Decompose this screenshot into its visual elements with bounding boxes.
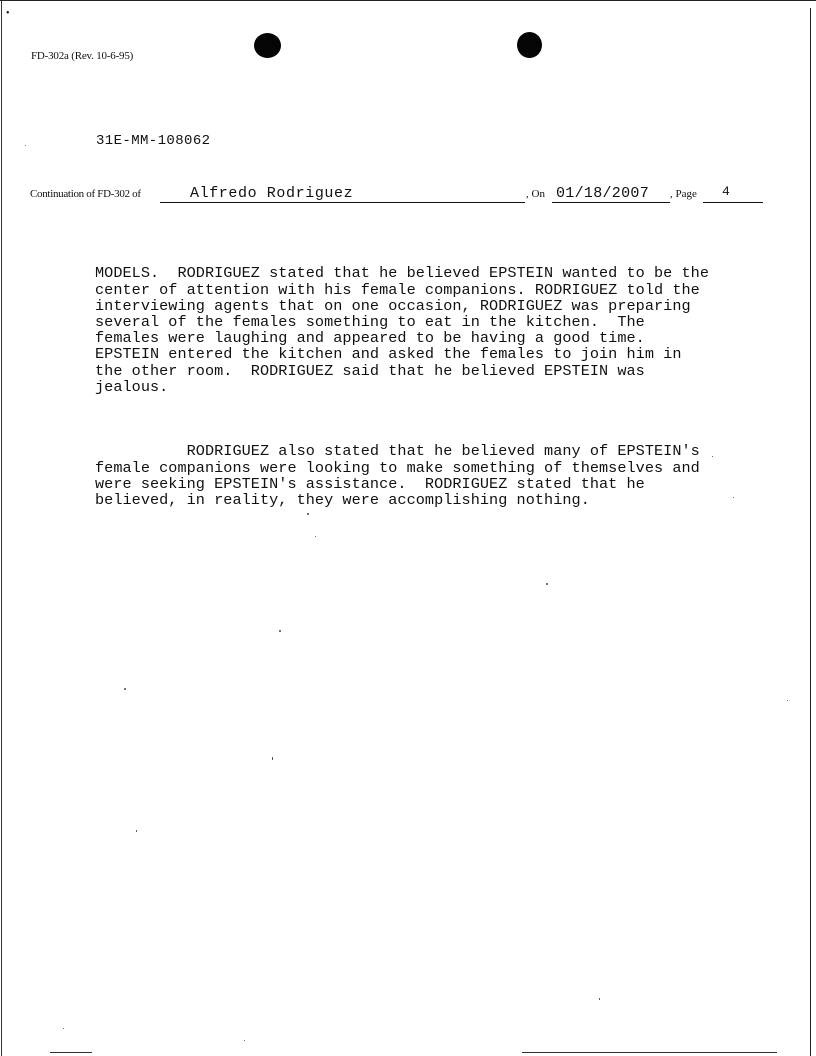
scan-speck — [63, 1028, 64, 1029]
footer-rule-left — [50, 1052, 92, 1053]
scan-speck — [733, 497, 734, 498]
punch-hole-left — [254, 33, 281, 58]
page-number: 4 — [722, 184, 730, 199]
scan-speck — [712, 456, 713, 457]
report-body — [95, 233, 745, 524]
punch-hole-right — [517, 32, 542, 58]
paragraph-1: MODELS. RODRIGUEZ stated that he believed EPSTEIN wanted to be the center of attention with his female companions. RODRIGUEZ told the interviewing agents that on one occasion, RODRIGUEZ was preparing several of the females something to eat in the kitchen. The females were laughing and appeared to be having a good time. EPSTEIN entered the kitchen and asked the females to join him in the other room. RODRIGUEZ said that he believed EPSTEIN was jealous. — [95, 264, 709, 396]
scan-speck — [307, 513, 309, 515]
continuation-header — [30, 185, 770, 205]
date-field — [552, 185, 670, 203]
page-top-edge — [0, 0, 816, 1]
scan-speck — [599, 998, 600, 1000]
page-right-edge — [810, 8, 811, 1056]
continuation-label: Continuation of FD-302 of — [30, 188, 141, 200]
scan-speck — [272, 757, 273, 760]
subject-name: Alfredo Rodriguez — [190, 185, 354, 202]
form-identifier: FD-302a (Rev. 10-6-95) — [31, 50, 134, 62]
corner-scan-mark: • — [6, 8, 10, 19]
page-label: , Page — [670, 188, 697, 200]
scan-speck — [787, 700, 788, 701]
on-label: , On — [526, 188, 545, 200]
scan-speck — [546, 583, 548, 585]
page-left-edge — [1, 0, 2, 1056]
interview-date: 01/18/2007 — [556, 185, 650, 202]
file-number: 31E-MM-108062 — [96, 133, 211, 149]
scan-speck — [244, 1040, 245, 1041]
scan-speck — [25, 145, 26, 146]
scan-speck — [124, 688, 126, 690]
paragraph-2: RODRIGUEZ also stated that he believed many of EPSTEIN's female companions were looking to make something of themselves and were seeking EPSTEIN's assistance. RODRIGUEZ stated that he believed, in reality, they were accomplishing nothing. — [95, 442, 700, 510]
page-field — [703, 185, 763, 203]
scan-speck — [315, 536, 316, 537]
footer-rule-right — [522, 1052, 777, 1053]
scan-speck — [136, 830, 137, 832]
scan-speck — [279, 630, 281, 632]
subject-field — [160, 185, 525, 203]
